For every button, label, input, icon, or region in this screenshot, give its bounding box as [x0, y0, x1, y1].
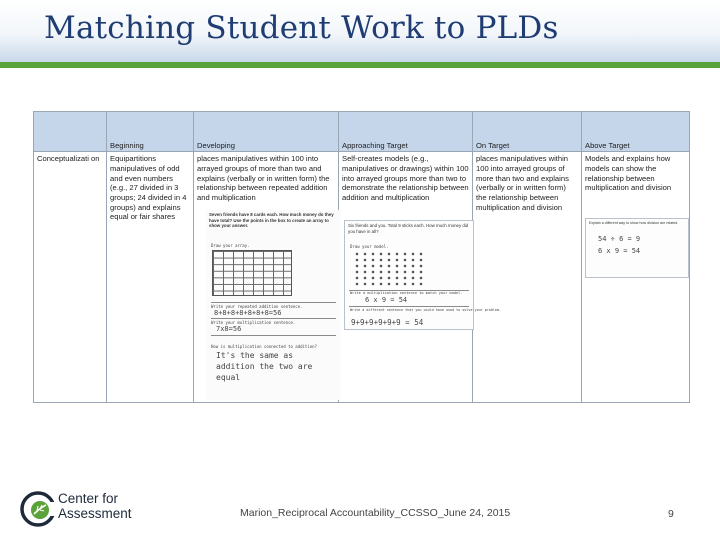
header-beginning: Beginning: [107, 112, 194, 152]
approaching-addition-answer: 9+9+9+9+9+9 = 54: [351, 318, 424, 327]
footer-citation: Marion_Reciprocal Accountability_CCSSO_June 24, 2015: [240, 507, 511, 519]
student-work-above: [585, 218, 689, 278]
header-on-target: On Target: [473, 112, 582, 152]
header-approaching-target: Approaching Target: [339, 112, 473, 152]
developing-array-label: Draw your array.: [211, 243, 250, 248]
center-for-assessment-logo: [20, 491, 135, 527]
leaf-logo-icon: [20, 491, 56, 527]
student-work-approaching: [344, 220, 502, 330]
title-divider: [0, 62, 720, 68]
cell-above-target: Models and explains how models can show the relationship between multiplication and division: [582, 152, 690, 403]
developing-array-drawing: [212, 250, 292, 296]
logo-line-1: Center for: [58, 491, 119, 506]
developing-prompt: Seven friends have 8 cards each. How much money do they have total? Use the points in the box to create an array to show your answer.: [209, 212, 334, 229]
developing-explanation-line-3: equal: [216, 373, 241, 382]
developing-multiplication-answer: 7x8=56: [216, 325, 242, 333]
student-work-developing: [206, 210, 341, 400]
approaching-prompt: Six friends and you. Total 9 sticks each. How much money did you have in all?: [348, 223, 469, 234]
pld-header-row: [34, 112, 690, 152]
title-bar: [0, 0, 720, 62]
header-empty: [34, 112, 107, 152]
developing-explanation-line-1: It's the same as: [216, 351, 294, 360]
header-developing: Developing: [194, 112, 339, 152]
above-work-line-2: 6 x 9 = 54: [598, 247, 641, 255]
approaching-model-label: Draw your model.: [350, 244, 389, 249]
approaching-model-drawing: [353, 251, 425, 287]
developing-explanation-line-2: addition the two are: [216, 362, 313, 371]
logo-line-2: Assessment: [58, 506, 132, 521]
above-work-line-1: 54 ÷ 6 = 9: [598, 235, 641, 243]
row-label: Conceptualizati on: [34, 152, 107, 403]
developing-multiplication-label: Write your multiplication sentence.: [211, 320, 296, 325]
cell-approaching-target: Self-creates models (e.g., manipulatives or drawings) within 100 into arrayed groups more than two to demonstrate the relationship between addition and multiplication: [339, 152, 473, 403]
developing-addition-answer: 8+8+8+8+8+8+8=56: [214, 309, 282, 317]
cell-beginning: Equipartitions manipulatives of odd and even numbers (e.g., 27 divided in 3 groups; 24 divided in 4 groups) and explains equal or fair shares: [107, 152, 194, 403]
approaching-sentence-label: Write a multiplication sentence to match your model.: [350, 291, 463, 295]
page-number: 9: [668, 508, 674, 520]
header-above-target: Above Target: [582, 112, 690, 152]
developing-addition-label: Write your repeated addition sentence.: [211, 304, 303, 309]
approaching-multiplication-answer: 6 x 9 = 54: [365, 296, 408, 304]
above-prompt: Explain a different way to show how division are related.: [589, 221, 679, 225]
approaching-addition-label: Write a different sentence that you could have used to solve your problem.: [350, 308, 502, 312]
cell-on-target: places manipulatives within 100 into arrayed groups of more than two and explains (verbally or in written form) the relationship between multiplication and division: [473, 152, 582, 403]
cell-developing: places manipulatives within 100 into arrayed groups of more than two and explains (verbally or in written form) the relationship between repeated addition and multiplication: [194, 152, 339, 403]
developing-connect-label: How is multiplication connected to addition?: [211, 344, 317, 349]
slide-title: Matching Student Work to PLDs: [44, 10, 559, 46]
